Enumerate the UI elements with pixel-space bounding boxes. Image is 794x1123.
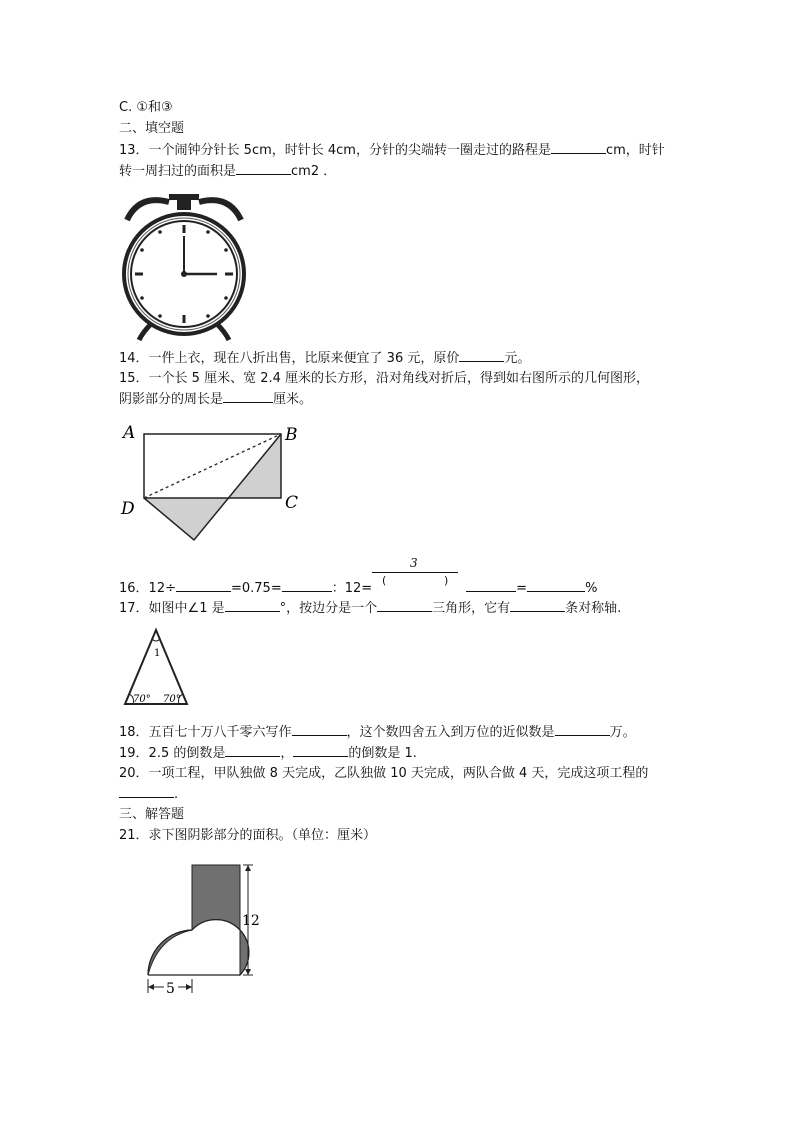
question-21: 21．求下图阴影部分的面积。（单位：厘米） (119, 828, 377, 843)
fraction-numerator: 3 (410, 556, 418, 570)
answer-blank[interactable] (551, 141, 606, 154)
isosceles-triangle-figure (119, 624, 199, 710)
answer-blank[interactable] (527, 579, 585, 592)
question-14: 14．一件上衣，现在八折出售，比原来便宜了 36 元，原价 元。 (119, 351, 531, 366)
answer-blank[interactable] (510, 599, 565, 612)
question-18: 18．五百七十万八千零六写作 ，这个数四舍五入到万位的近似数是 万。 (119, 725, 636, 740)
answer-blank[interactable] (555, 723, 610, 736)
base-angle-right-label: 70° (163, 694, 181, 705)
question-20-line2: . (119, 785, 178, 804)
height-label: 12 (242, 913, 260, 929)
question-19: 19．2.5 的倒数是 ， 的倒数是 1. (119, 746, 417, 761)
vertex-b-label: B (285, 425, 298, 445)
question-15-line1: 15．一个长 5 厘米、宽 2.4 厘米的长方形，沿对角线对折后，得到如右图所示的几何图形， (119, 371, 650, 386)
vertex-c-label: C (285, 493, 299, 513)
folded-rectangle-figure (119, 420, 319, 545)
answer-blank[interactable] (225, 744, 280, 757)
answer-blank[interactable] (119, 785, 174, 798)
answer-blank[interactable] (236, 162, 291, 175)
question-15-line2: 阴影部分的周长是 厘米。 (119, 392, 313, 407)
option-c: C. ①和③ (119, 100, 173, 115)
section-title-fill-blank: 二、填空题 (119, 121, 185, 136)
answer-blank[interactable] (282, 579, 332, 592)
fraction-bar (372, 572, 458, 573)
answer-blank[interactable] (223, 390, 273, 403)
answer-blank[interactable] (377, 599, 432, 612)
question-16: 16．12÷ =0.75= ：12= = % (119, 581, 598, 596)
answer-blank[interactable] (225, 599, 280, 612)
answer-blank[interactable] (292, 723, 347, 736)
section-title-solve: 三、解答题 (119, 807, 185, 822)
answer-blank[interactable] (466, 579, 516, 592)
question-13-line1: 13．一个闹钟分针长 5cm，时针长 4cm，分针的尖端转一圈走过的路程是 cm，时针 (119, 143, 665, 158)
question-17: 17．如图中∠1 是 °，按边分是一个 三角形，它有 条对称轴. (119, 601, 622, 616)
vertex-d-label: D (121, 499, 135, 519)
answer-blank[interactable] (293, 744, 348, 757)
question-20-line1: 20．一项工程，甲队独做 8 天完成，乙队独做 10 天完成，两队合做 4 天，完成这项工程的 (119, 766, 649, 781)
angle-1-label: 1 (154, 648, 161, 659)
base-angle-left-label: 70° (133, 694, 151, 705)
width-label: 5 (166, 981, 175, 997)
vertex-a-label: A (123, 423, 136, 443)
answer-blank[interactable] (459, 349, 504, 362)
question-13-line2: 转一周扫过的面积是 cm2 ． (119, 164, 337, 179)
alarm-clock-figure (119, 188, 249, 343)
answer-blank[interactable] (176, 579, 231, 592)
shaded-area-figure (140, 855, 280, 1000)
fraction: 3 ( ) (372, 556, 458, 588)
